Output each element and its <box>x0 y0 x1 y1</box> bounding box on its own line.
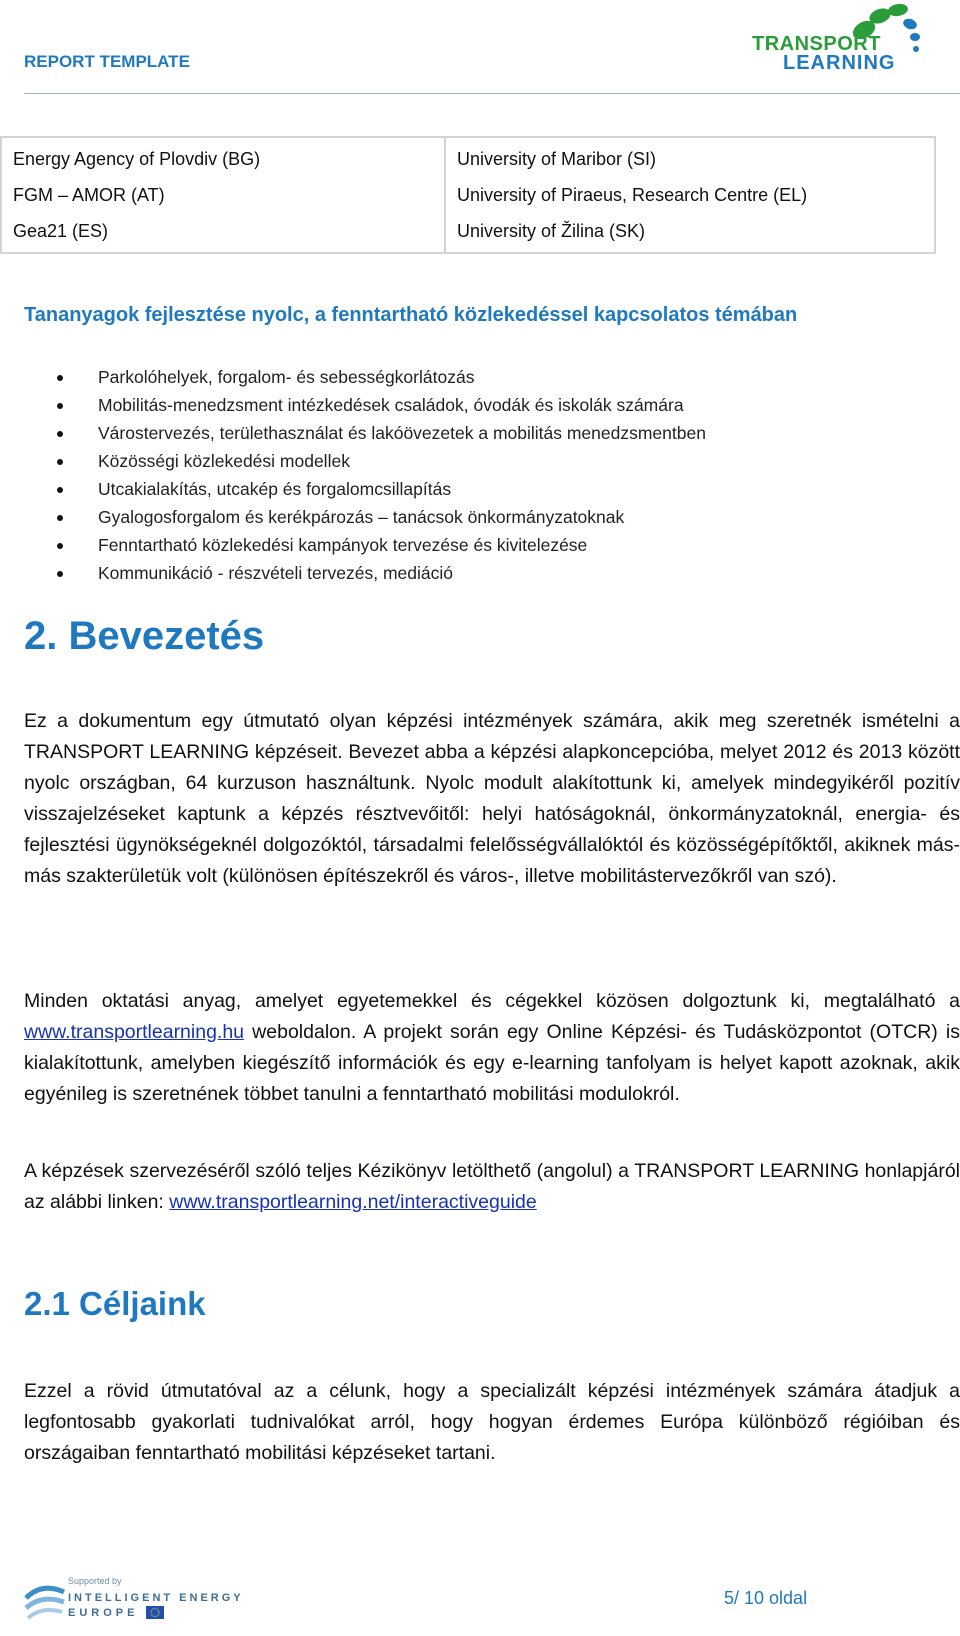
list-item-text: Parkolóhelyek, forgalom- és sebességkorlátozás <box>98 367 475 387</box>
list-item-text: Gyalogosforgalom és kerékpározás – tanácsok önkormányzatoknak <box>98 507 625 527</box>
page-number: 5/ 10 oldal <box>724 1588 808 1608</box>
list-item <box>50 475 706 503</box>
goals-heading: 2.1 Céljaink <box>24 1285 206 1322</box>
list-item-text: Utcakialakítás, utcakép és forgalomcsillapítás <box>98 479 452 499</box>
partner-name: University of Piraeus, Research Centre (EL) <box>457 185 808 205</box>
europe-text: EUROPE <box>68 1607 139 1619</box>
list-item <box>50 559 706 587</box>
logo-word-learning: LEARNING <box>783 52 896 74</box>
eu-flag-icon <box>146 1606 164 1619</box>
partners-right-column <box>445 137 935 253</box>
intro-paragraph-1: Ez a dokumentum egy útmutató olyan képzési intézmények számára, akik meg szeretnék ismételni a TRANSPORT LEARNING képzéseit. Bevezet abba a képzési alapkoncepcióba, melyet 2012 és 2013 között nyolc országban, 64 kurzuson használtunk. Nyolc modult alakítottunk ki, amelyek mindegyikéről pozitív visszajelzéseket kaptunk a képzés résztvevőitől: helyi hatóságoknál, önkormányzatoknál, energia- és fejlesztési ügynökségeknél dolgozóktól, társadalmi felelősségvállalóktól és közösségépítőktől, akiknek más-más szakterületük volt (különösen építészekről és város-, illetve mobilitástervezőkről van szó). <box>24 710 960 887</box>
intro-paragraph-3 <box>24 1156 960 1218</box>
intelligent-energy-europe-logo <box>24 1568 254 1628</box>
topics-heading: Tananyagok fejlesztése nyolc, a fenntartható közlekedéssel kapcsolatos témában <box>24 304 798 326</box>
partner-name: Gea21 (ES) <box>13 221 109 241</box>
list-item <box>50 531 706 559</box>
partner-name: Energy Agency of Plovdiv (BG) <box>13 149 261 169</box>
paragraph-text: A képzések szervezéséről szóló teljes Kézikönyv letölthető (angolul) a TRANSPORT LEARNING honlapjáról az alábbi linken: <box>24 1160 960 1213</box>
list-item-text: Fenntartható közlekedési kampányok tervezése és kivitelezése <box>98 535 588 555</box>
list-item-text: Kommunikáció - részvételi tervezés, mediáció <box>98 563 453 583</box>
intro-paragraph-2 <box>24 986 960 1110</box>
bullet-icon <box>57 543 63 549</box>
list-item <box>50 391 706 419</box>
swirl-icon <box>26 1588 64 1618</box>
bullet-icon <box>57 431 63 437</box>
bullet-icon <box>57 375 63 381</box>
partner-name: University of Žilina (SK) <box>457 221 646 241</box>
list-item <box>50 419 706 447</box>
list-item-text: Várostervezés, területhasználat és lakóövezetek a mobilitás menedzsmentben <box>98 423 706 443</box>
intelligent-energy-text: INTELLIGENT ENERGY <box>68 1592 244 1604</box>
partners-table-row <box>1 137 935 253</box>
report-template-label: REPORT TEMPLATE <box>24 52 190 71</box>
interactive-guide-link[interactable]: www.transportlearning.net/interactiveguide <box>169 1191 537 1213</box>
goals-paragraph: Ezzel a rövid útmutatóval az a célunk, hogy a specializált képzési intézmények számára átadjuk a legfontosabb gyakorlati tudnivalókat arról, hogy hogyan érdemes Európa különböző régióiban és országaiban fenntartható mobilitási képzéseket tartani. <box>24 1380 960 1464</box>
bullet-icon <box>57 571 63 577</box>
paragraph-text: Minden oktatási anyag, amelyet egyetemekkel és cégekkel közösen dolgoztunk ki, megtalálható a <box>24 990 960 1012</box>
partners-left-column <box>1 137 445 253</box>
topics-list <box>50 363 706 587</box>
partner-name: FGM – AMOR (AT) <box>13 185 165 205</box>
list-item <box>50 447 706 475</box>
list-item <box>50 503 706 531</box>
introduction-heading: 2. Bevezetés <box>24 614 265 658</box>
bullet-icon <box>57 487 63 493</box>
partners-table <box>0 136 936 254</box>
logo-word-transport: TRANSPORT <box>752 33 881 55</box>
transportlearning-hu-link[interactable]: www.transportlearning.hu <box>24 1021 245 1043</box>
supported-by-text: Supported by <box>68 1576 122 1586</box>
header-divider <box>24 93 960 94</box>
list-item <box>50 363 706 391</box>
list-item-text: Mobilitás-menedzsment intézkedések családok, óvodák és iskolák számára <box>98 395 684 415</box>
list-item-text: Közösségi közlekedési modellek <box>98 451 350 471</box>
paragraph-text: weboldalon. A projekt során egy Online Képzési- és Tudásközpontot (OTCR) is kialakítottunk, amelyben kiegészítő információk és egy e-learning tanfolyam is helyet kapott azoknak, akik egyénileg is szeretnének többet tanulni a fenntartható mobilitási modulokról. <box>24 1021 960 1105</box>
bullet-icon <box>57 403 63 409</box>
bullet-icon <box>57 459 63 465</box>
partner-name: University of Maribor (SI) <box>457 149 657 169</box>
bullet-icon <box>57 515 63 521</box>
